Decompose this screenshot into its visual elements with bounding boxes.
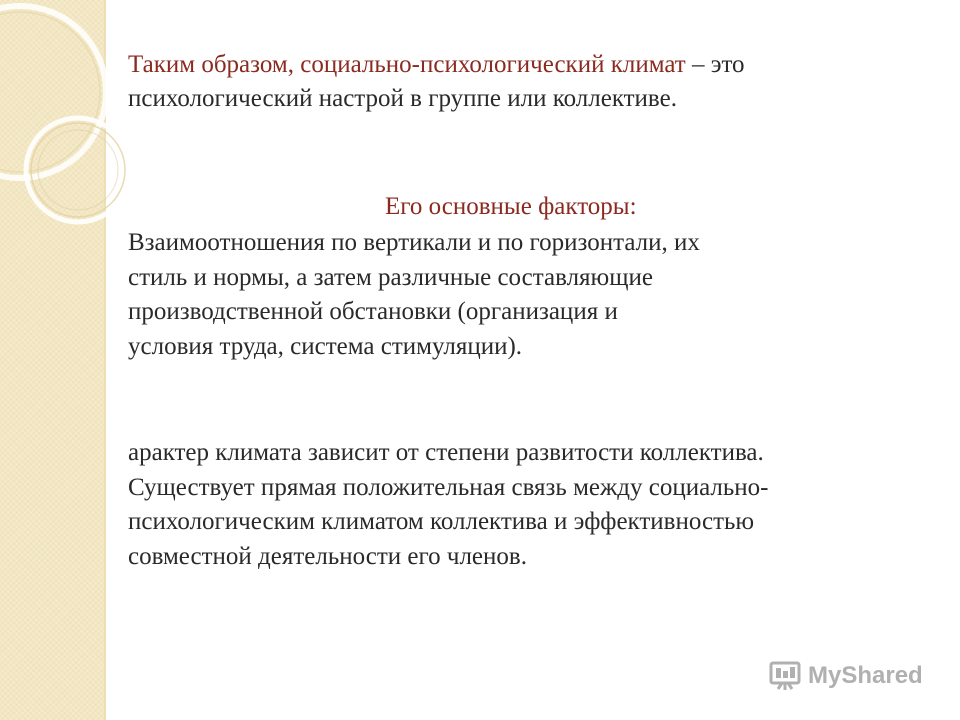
factors-heading: Его основные факторы: bbox=[385, 193, 637, 220]
paragraph-line: арактер климата зависит от степени развитости коллектива. bbox=[128, 439, 764, 466]
presentation-board-icon bbox=[768, 659, 802, 693]
intro-statement bbox=[128, 48, 918, 116]
small-ring bbox=[26, 118, 130, 222]
intro-line-2: психологический настрой в группе или коллективе. bbox=[128, 85, 677, 112]
myshared-watermark[interactable] bbox=[768, 656, 923, 696]
paragraph-line: совместной деятельности его членов. bbox=[128, 542, 527, 570]
paragraph-line: Существует прямая положительная связь между социально- bbox=[128, 473, 769, 501]
watermark-text: MyShared bbox=[808, 662, 923, 689]
factors-line: производственной обстановки (организация и bbox=[128, 298, 618, 325]
intro-line-1-rest: – это bbox=[685, 51, 745, 78]
large-ring bbox=[0, 6, 106, 178]
small-ring-shadow bbox=[31, 123, 125, 217]
intro-accent-text: Таким образом, социально-психологический климат bbox=[128, 51, 686, 78]
factors-text bbox=[128, 226, 888, 364]
factors-line: Взаимоотношения по вертикали и по горизонтали, их bbox=[128, 229, 700, 256]
factors-line: стиль и нормы, а затем различные составляющие bbox=[128, 263, 653, 291]
factors-line: условия труда, система стимуляции). bbox=[128, 332, 523, 360]
paragraph-line: психологическим климатом коллектива и эффективностью bbox=[128, 508, 755, 535]
climate-paragraph bbox=[128, 436, 948, 574]
intro-line-1 bbox=[128, 48, 918, 82]
decorative-circles bbox=[0, 0, 160, 260]
